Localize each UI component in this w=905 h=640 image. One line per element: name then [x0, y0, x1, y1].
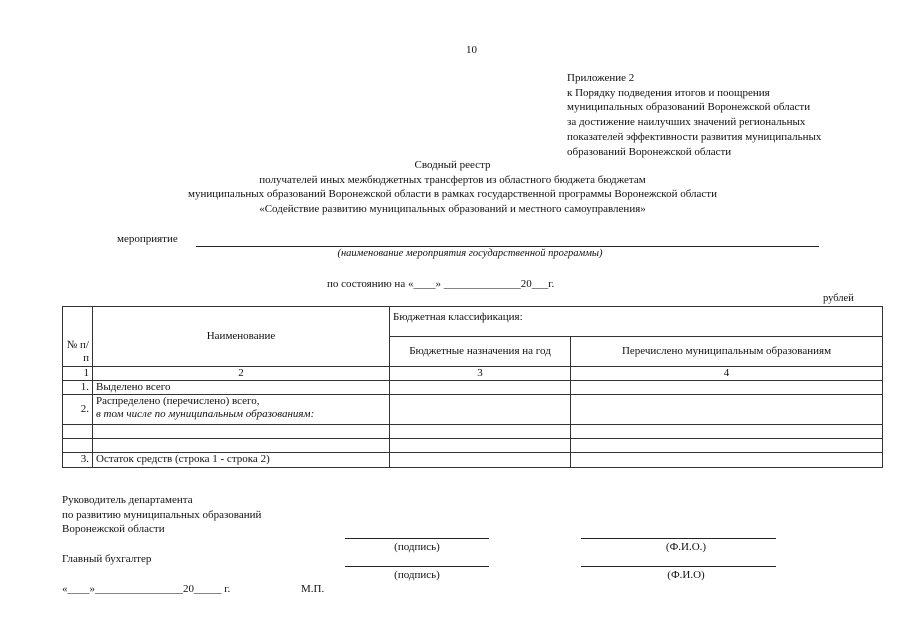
table-row [63, 439, 883, 453]
fio-caption: (Ф.И.О) [667, 569, 705, 581]
row-name [93, 439, 390, 453]
row-name [93, 395, 390, 425]
col-number: 1 [63, 367, 93, 381]
cell-transferred [571, 381, 883, 395]
row-name [93, 425, 390, 439]
row-no [63, 439, 93, 453]
row-name: Выделено всего [93, 381, 390, 395]
head-signatory [62, 493, 261, 537]
document-title [0, 158, 905, 216]
appendix-line: за достижение наилучших значений региональных [567, 116, 806, 129]
row-no: 2. [63, 395, 93, 425]
signature-line [345, 538, 489, 539]
signature-caption: (подпись) [394, 541, 440, 553]
col-number: 4 [571, 367, 883, 381]
head-line: по развитию муниципальных образований [62, 508, 262, 521]
signature-caption: (подпись) [394, 569, 440, 581]
fio-line [581, 566, 776, 567]
header-budget-classification: Бюджетная классификация: [390, 307, 883, 337]
header-name: Наименование [93, 307, 390, 367]
head-line: Руководитель департамента [62, 494, 193, 506]
cell-transferred [571, 425, 883, 439]
row-name: Остаток средств (строка 1 - строка 2) [93, 453, 390, 468]
row-no: 1. [63, 381, 93, 395]
event-label: мероприятие [117, 233, 178, 245]
title-line: Сводный реестр [414, 159, 491, 171]
table-row [63, 381, 883, 395]
cell-transferred [571, 439, 883, 453]
appendix-line: к Порядку подведения итогов и поощрения [567, 86, 770, 99]
fio-caption: (Ф.И.О.) [665, 541, 707, 553]
appendix-header [567, 71, 821, 159]
row-no [63, 425, 93, 439]
fio-line [581, 538, 776, 539]
col-number: 2 [93, 367, 390, 381]
title-line: «Содействие развитию муниципальных образований и местного самоуправления» [259, 202, 646, 215]
cell-budget [390, 381, 571, 395]
row-name-italic: в том числе по муниципальным образованиям: [96, 407, 315, 420]
header-transferred: Перечислено муниципальным образованиям [571, 337, 883, 367]
event-note: (наименование мероприятия государственной программы) [337, 248, 603, 259]
appendix-line: показателей эффективности развития муниципальных [567, 130, 822, 143]
cell-budget [390, 453, 571, 468]
cell-transferred [571, 395, 883, 425]
row-no: 3. [63, 453, 93, 468]
accountant-label: Главный бухгалтер [62, 553, 152, 565]
registry-table [62, 306, 883, 468]
bottom-date: «____»________________20_____ г. [62, 583, 231, 595]
header-no: № п/п [63, 307, 93, 367]
cell-budget [390, 395, 571, 425]
stamp-label: М.П. [301, 583, 325, 595]
title-line: муниципальных образований Воронежской области в рамках государственной программы Воронежской области [187, 188, 717, 200]
appendix-line: образований Воронежской области [567, 145, 732, 158]
cell-budget [390, 439, 571, 453]
title-line: получателей иных межбюджетных трансфертов из областного бюджета бюджетам [259, 173, 646, 186]
table-row [63, 453, 883, 468]
table-row [63, 425, 883, 439]
cell-budget [390, 425, 571, 439]
col-number: 3 [390, 367, 571, 381]
table-row [63, 395, 883, 425]
signature-line [345, 566, 489, 567]
event-fill-line [196, 246, 819, 247]
appendix-line: Приложение 2 [567, 72, 635, 84]
currency-unit: рублей [823, 293, 854, 304]
page-number: 10 [466, 44, 477, 56]
as-of-date: по состоянию на «____» ______________20___г. [327, 278, 555, 290]
head-line: Воронежской области [62, 523, 165, 535]
appendix-line: муниципальных образований Воронежской области [567, 101, 811, 114]
cell-transferred [571, 453, 883, 468]
header-budget-year: Бюджетные назначения на год [390, 337, 571, 367]
row-name-text: Распределено (перечислено) всего, [96, 395, 260, 407]
